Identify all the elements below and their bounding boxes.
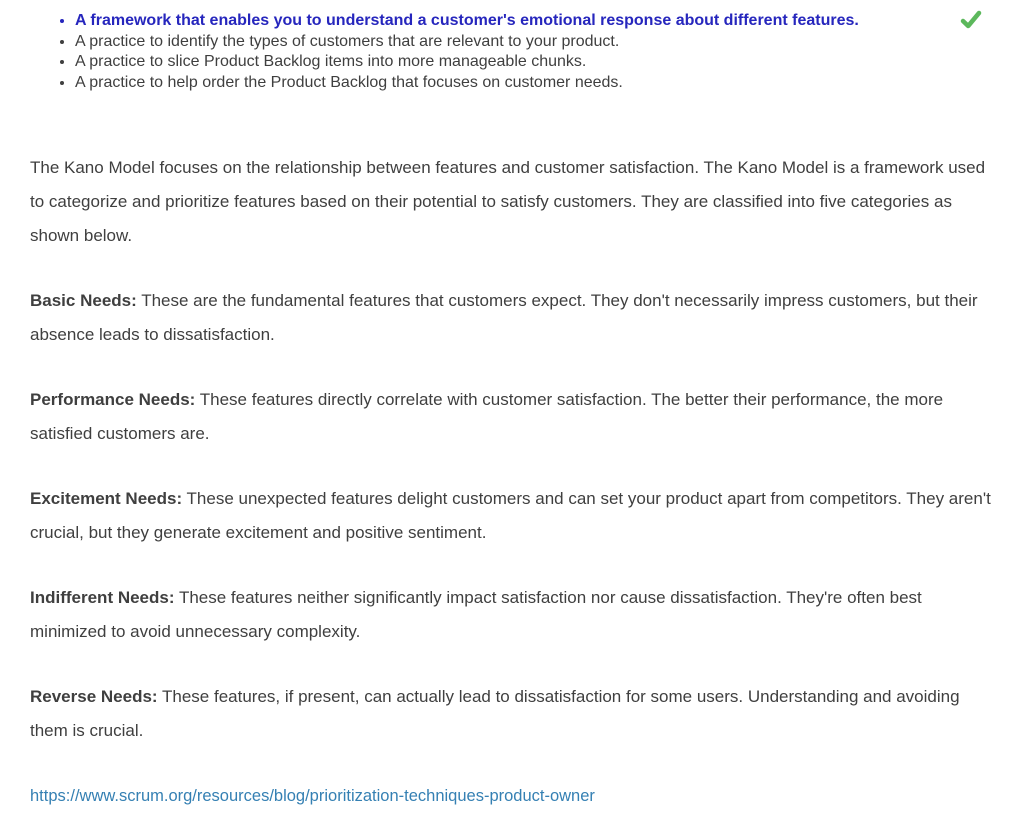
section-performance-needs [30,383,1001,451]
answer-option-label: A practice to identify the types of customers that are relevant to your product. [75,32,620,50]
answer-option [75,52,1001,73]
answer-option-label: A practice to slice Product Backlog items into more manageable chunks. [75,53,587,70]
correct-checkmark-icon [960,10,982,29]
section-text: These unexpected features delight customers and can set your product apart from competitors. They aren't crucial, but they generate excitement and positive sentiment. [30,489,991,542]
source-link-line [30,779,1001,813]
section-text: These are the fundamental features that customers expect. They don't necessarily impress customers, but their absence leads to dissatisfaction. [30,291,978,344]
answer-option-label: A practice to help order the Product Backlog that focuses on customer needs. [75,73,623,91]
answer-option-label: A framework that enables you to understand a customer's emotional response about different features. [75,12,859,29]
section-label: Reverse Needs: [30,687,158,706]
section-excitement-needs [30,482,1001,550]
source-link[interactable]: https://www.scrum.org/resources/blog/prioritization-techniques-product-owner [30,787,595,805]
answer-options-list [30,11,1001,93]
section-text: These features, if present, can actually lead to dissatisfaction for some users. Understanding and avoiding them is crucial. [30,687,960,740]
explanation-intro [30,151,1001,253]
section-basic-needs [30,284,1001,352]
section-text: These features directly correlate with customer satisfaction. The better their performance, the more satisfied customers are. [30,390,944,443]
section-reverse-needs [30,680,1001,748]
section-label: Basic Needs: [30,291,137,310]
section-label: Indifferent Needs: [30,588,175,607]
answer-option [75,73,1001,94]
explanation-intro-text: The Kano Model focuses on the relationship between features and customer satisfaction. The Kano Model is a framework used to categorize and prioritize features based on their potential to satisfy customers. They are classified into five categories as shown below. [30,158,986,245]
section-text: These features neither significantly impact satisfaction nor cause dissatisfaction. They're often best minimized to avoid unnecessary complexity. [30,588,922,641]
answer-option-correct [75,11,875,32]
answer-option [75,32,1001,53]
section-indifferent-needs [30,581,1001,649]
section-label: Performance Needs: [30,390,196,409]
section-label: Excitement Needs: [30,489,183,508]
